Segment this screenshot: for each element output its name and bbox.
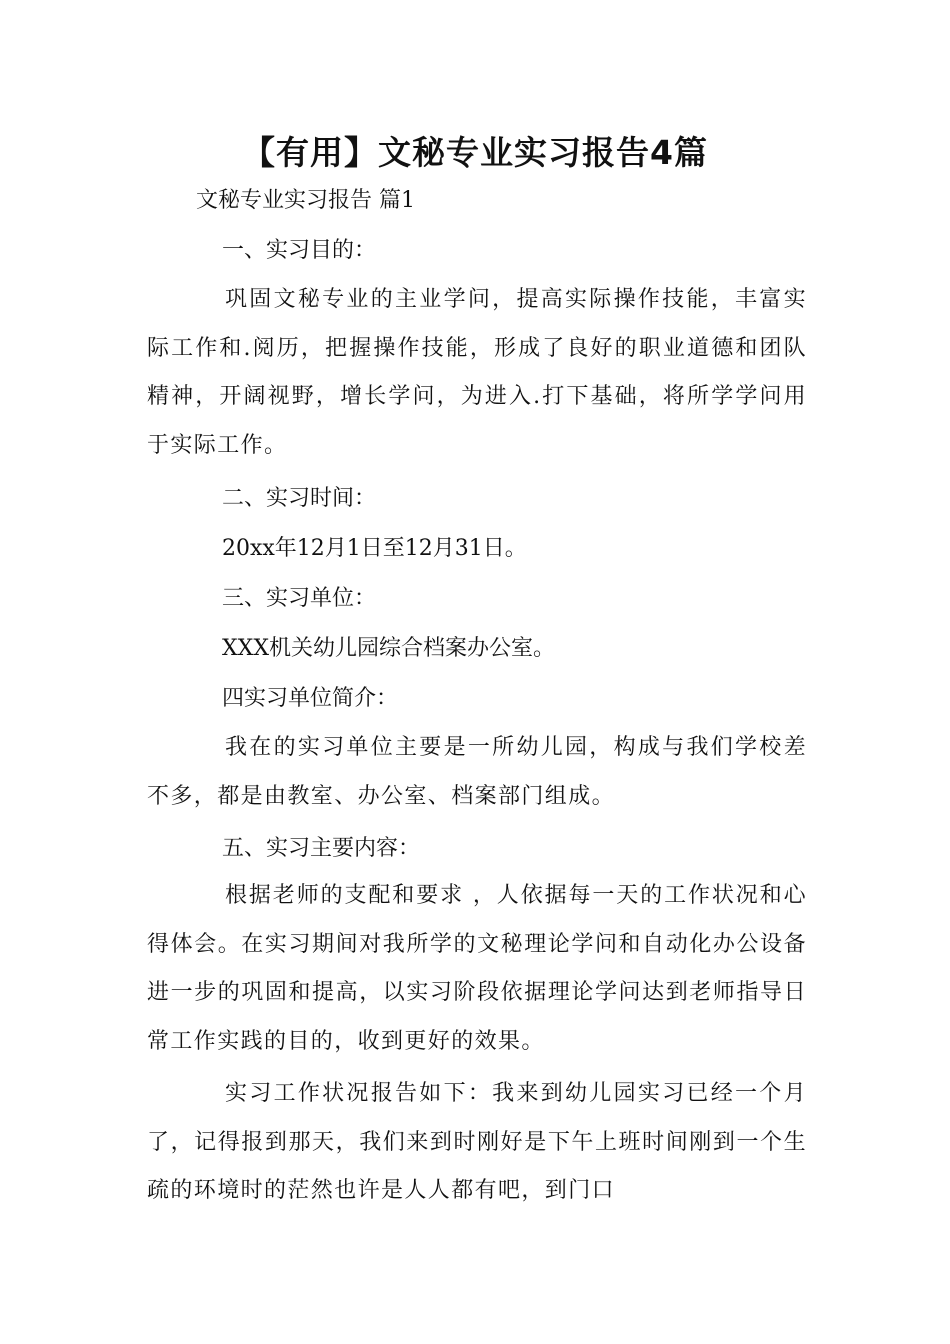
section-body-content-2: 实习工作状况报告如下：我来到幼儿园实习已经一个月了，记得报到那天，我们来到时刚好是下午上班时间刚到一个生疏的环境时的茫然也许是人人都有吧，到门口 (147, 1081, 807, 1204)
section-body-content-1: 根据老师的支配和要求 ，人依据每一天的工作状况和心得体会。在实习期间对我所学的文秘理论学问和自动化办公设备进一步的巩固和提高，以实习阶段依据理论学问达到老师指导日常工作实践的目的，收到更好的效果。 (147, 883, 807, 1054)
section-heading-content: 五、实习主要内容： (222, 836, 421, 861)
section-body-unit-intro: 我在的实习单位主要是一所幼儿园，构成与我们学校差不多，都是由教室、办公室、档案部门组成。 (147, 735, 807, 809)
section-body-purpose: 巩固文秘专业的主业学问，提高实际操作技能，丰富实际工作和.阅历，把握操作技能，形成了良好的职业道德和团队精神，开阔视野，增长学问，为进入.打下基础，将所学学问用于实际工作。 (147, 287, 807, 458)
section-body-unit: XXX机关幼儿园综合档案办公室。 (222, 636, 555, 661)
section-heading-unit-intro: 四实习单位简介： (222, 686, 399, 711)
section-heading-purpose: 一、实习目的： (222, 238, 377, 263)
section-body-time: 20xx年12月1日至12月31日。 (222, 536, 527, 561)
section-heading-time: 二、实习时间： (222, 486, 377, 511)
document-title: 【有用】文秘专业实习报告4篇 (242, 133, 708, 172)
report-subtitle: 文秘专业实习报告 篇1 (196, 188, 415, 213)
section-heading-unit: 三、实习单位： (222, 586, 377, 611)
